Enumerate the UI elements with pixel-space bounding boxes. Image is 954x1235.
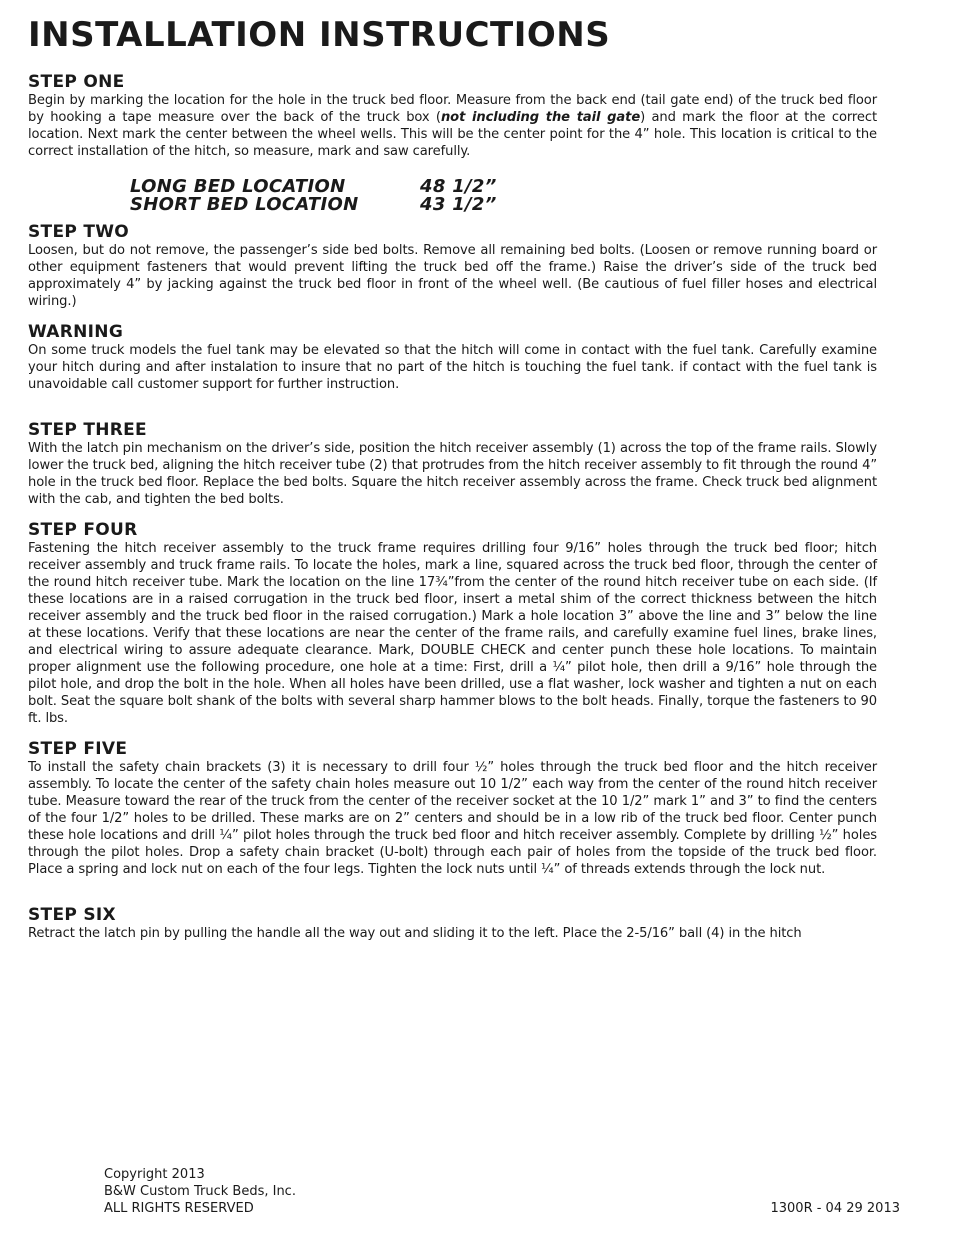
short-bed-row [130,196,877,214]
step-five-heading: STEP FIVE [28,739,128,759]
step-four-heading: STEP FOUR [28,520,138,540]
step-two-heading: STEP TWO [28,222,130,242]
step-five-section [28,739,877,878]
step-two-text: Loosen, but do not remove, the passenger’s side bed bolts. Remove all remaining bed bolts. (Loosen or remove running board or other equipment fasteners that would prevent lifting the truck bed off the frame.) Raise the driver’s side of the truck bed approximately 4” by jacking against the truck bed floor in front of the wheel well. (Be cautious of fuel filler hoses and electrical wiring.) [28,243,877,309]
short-bed-label: SHORT BED LOCATION [130,194,359,215]
instructions-body [28,72,877,942]
bed-location-table [130,178,877,214]
step-four-text: Fastening the hitch receiver assembly to the truck frame requires drilling four 9/16” holes through the truck bed floor; hitch receiver assembly and truck frame rails. To locate the holes, mark a line, squared across the truck bed floor, through the center of the round hitch receiver tube. Mark the location on the line 17¾”from the center of the round hitch receiver tube on each side. (If these locations are in a raised corrugation in the truck bed floor, insert a metal shim of the correct thickness between the hitch receiver assembly and the truck bed floor in the raised corrugation.) Mark a hole location 3” above the line and 3” below the line at these locations. Verify that these locations are near the center of the frame rails, and carefully examine fuel lines, brake lines, and electrical wiring to assure adequate clearance. Mark, DOUBLE CHECK and center punch these hole locations. To maintain proper alignment use the following procedure, one hole at a time: First, drill a ¼” pilot hole, then drill a 9/16” hole through the pilot hole, and drop the bolt in the hole. When all holes have been drilled, use a flat washer, lock washer and tighten a nut on each bolt. Seat the square bolt shank of the bolts with several sharp hammer blows to the bolt heads. Finally, torque the fasteners to 90 ft. lbs. [28,541,877,726]
warning-heading: WARNING [28,322,124,342]
step-four-section [28,520,877,727]
page-title: INSTALLATION INSTRUCTIONS [28,15,611,55]
footer-rights: ALL RIGHTS RESERVED [104,1201,254,1216]
footer-doc-code: 1300R - 04 29 2013 [770,1201,900,1216]
step-three-text: With the latch pin mechanism on the driver’s side, position the hitch receiver assembly (1) across the top of the frame rails. Slowly lower the truck bed, aligning the hitch receiver tube (2) that protrudes from the hitch receiver assembly to fit through the round 4” hole in the truck bed floor. Replace the bed bolts. Square the hitch receiver assembly across the frame. Check truck bed alignment with the cab, and tighten the bed bolts. [28,441,877,507]
step-three-section [28,420,877,508]
footer-copyright: Copyright 2013 [104,1167,205,1182]
step-one-text [28,92,877,160]
warning-section [28,322,877,393]
short-bed-value: 43 1/2” [420,194,497,215]
step-six-text: Retract the latch pin by pulling the handle all the way out and sliding it to the left. Place the 2-5/16” ball (4) in the hitch [28,926,802,941]
long-bed-value: 48 1/2” [420,176,497,197]
step-one-text-before: Begin by marking the location for the hole in the truck bed floor. Measure from the back end (tail gate end) of the truck bed floor by hooking a tape measure over the back of the truck box ( [28,93,877,125]
step-three-heading: STEP THREE [28,420,147,440]
step-six-section [28,905,877,942]
step-two-section [28,222,877,310]
warning-text: On some truck models the fuel tank may be elevated so that the hitch will come in contact with the fuel tank. Carefully examine your hitch during and after instalation to insure that no part of the hitch is touching the fuel tank. if contact with the fuel tank is unavoidable call customer support for further instruction. [28,343,877,392]
step-five-text: To install the safety chain brackets (3) it is necessary to drill four ½” holes through the truck bed floor and the hitch receiver assembly. To locate the center of the safety chain holes measure out 10 1/2” each way from the center of the round hitch receiver tube. Measure toward the rear of the truck from the center of the receiver socket at the 10 1/2” mark 1” and 3” to find the centers of the four 1/2” holes to be drilled. These marks are on 2” centers and should be in a low rib of the truck bed floor. Center punch these hole locations and drill ¼” pilot holes through the truck bed floor and hitch receiver assembly. Complete by drilling ½” holes through the pilot holes. Drop a safety chain bracket (U-bolt) through each pair of holes from the topside of the truck bed floor. Place a spring and lock nut on each of the four legs. Tighten the lock nuts until ¼” of threads extends through the lock nut. [28,760,877,877]
footer-company: B&W Custom Truck Beds, Inc. [104,1184,296,1199]
step-one-emphasis: not including the tail gate [440,110,641,125]
long-bed-label: LONG BED LOCATION [130,176,346,197]
step-one-heading: STEP ONE [28,72,125,92]
step-one-section [28,72,877,160]
step-one-text-after: ) and mark the floor at the correct location. Next mark the center between the wheel wells. This will be the center point for the 4” hole. This location is critical to the correct installation of the hitch, so measure, mark and saw carefully. [28,110,877,159]
step-six-heading: STEP SIX [28,905,116,925]
footer-copyright-block [104,1166,296,1217]
